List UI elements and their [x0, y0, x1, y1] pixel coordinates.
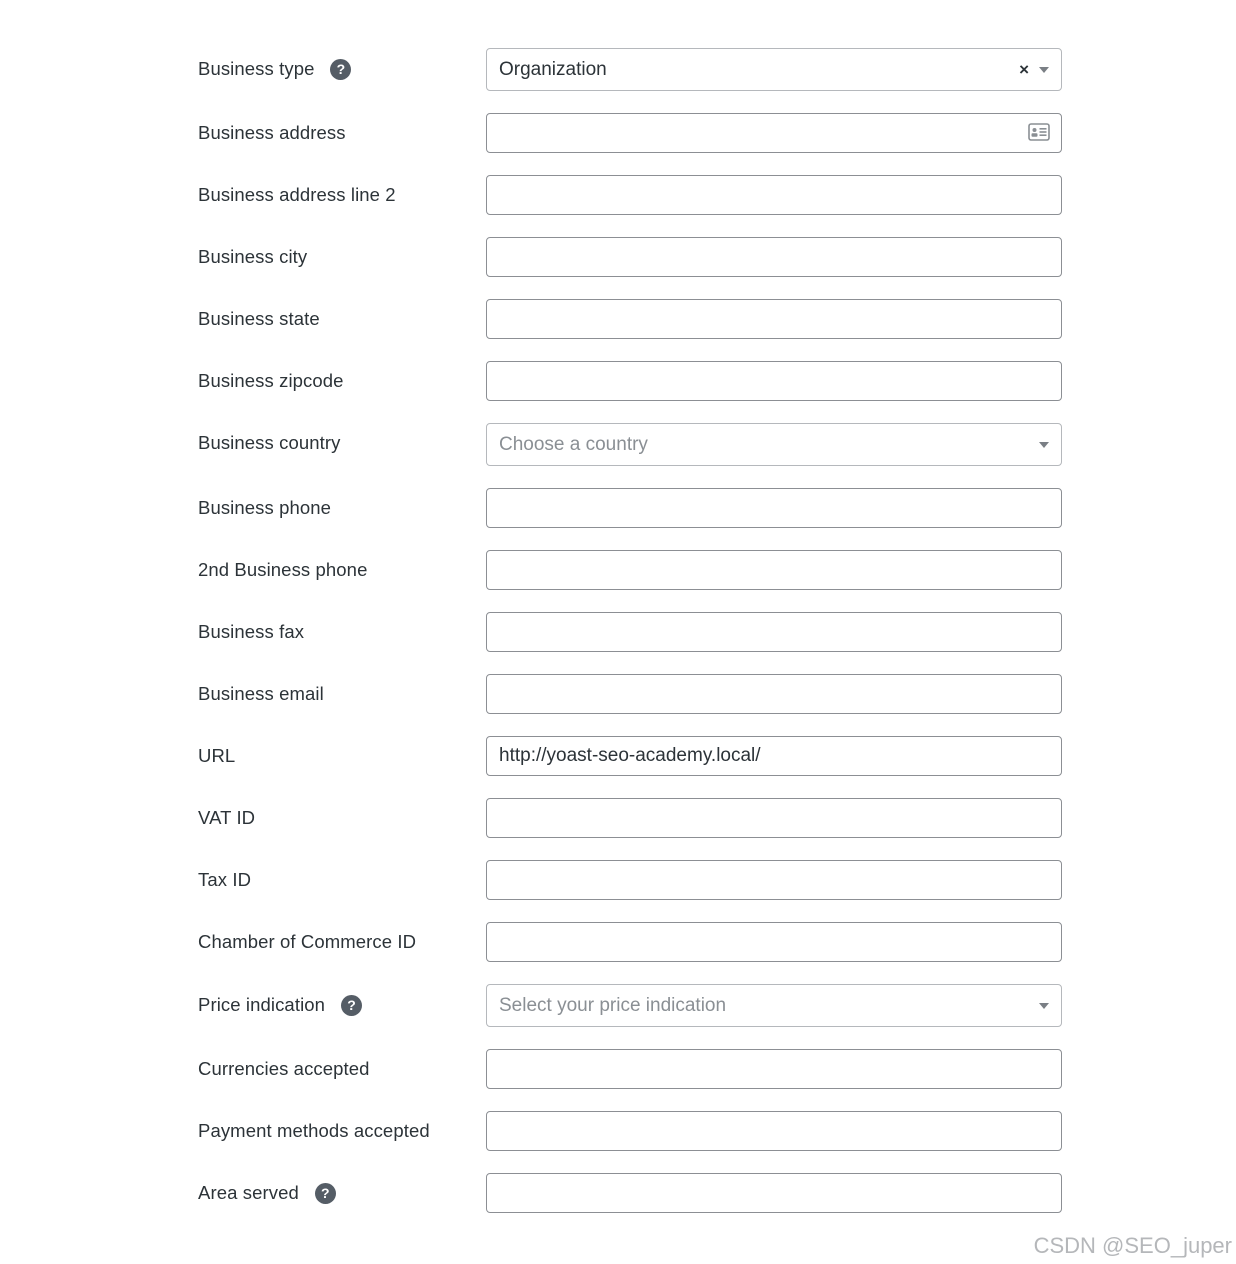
business-fax-input[interactable] [499, 621, 1049, 643]
watermark: CSDN @SEO_juper [1033, 1233, 1232, 1258]
business-phone-field[interactable] [486, 488, 1062, 528]
question-circle-icon[interactable]: ? [330, 59, 351, 80]
area-served-input[interactable] [499, 1182, 1049, 1204]
business-type-value: Organization [499, 58, 607, 80]
business-type-select[interactable] [486, 48, 1062, 91]
business-state-input[interactable] [499, 308, 1049, 330]
address-card-icon [1028, 123, 1050, 141]
price-indication-select[interactable] [486, 984, 1062, 1027]
currencies-accepted-input[interactable] [499, 1058, 1049, 1080]
payment-methods-accepted-input[interactable] [499, 1120, 1049, 1142]
business-country-select[interactable] [486, 423, 1062, 466]
business-address-line-2-input[interactable] [499, 184, 1049, 206]
url-input[interactable] [499, 745, 1049, 767]
business-zipcode-label: Business zipcode [198, 370, 344, 391]
question-circle-icon[interactable]: ? [315, 1183, 336, 1204]
currencies-accepted-label: Currencies accepted [198, 1058, 370, 1079]
second-business-phone-input[interactable] [499, 559, 1049, 581]
tax-id-input[interactable] [499, 869, 1049, 891]
business-type-label: Business type ? [198, 58, 351, 80]
business-country-placeholder: Choose a country [499, 433, 648, 455]
business-state-field[interactable] [486, 299, 1062, 339]
question-circle-icon[interactable]: ? [341, 995, 362, 1016]
business-fax-field[interactable] [486, 612, 1062, 652]
chamber-of-commerce-id-field[interactable] [486, 922, 1062, 962]
payment-methods-accepted-label: Payment methods accepted [198, 1120, 430, 1141]
vat-id-input[interactable] [499, 807, 1049, 829]
chevron-down-icon[interactable] [1039, 442, 1049, 448]
business-email-label: Business email [198, 683, 324, 704]
currencies-accepted-field[interactable] [486, 1049, 1062, 1089]
business-address-line-2-label: Business address line 2 [198, 184, 396, 205]
chamber-of-commerce-id-label: Chamber of Commerce ID [198, 931, 417, 952]
business-address-line-2-field[interactable] [486, 175, 1062, 215]
url-field[interactable] [486, 736, 1062, 776]
area-served-field[interactable] [486, 1173, 1062, 1213]
business-phone-label: Business phone [198, 497, 332, 518]
business-email-input[interactable] [499, 683, 1049, 705]
business-zipcode-field[interactable] [486, 361, 1062, 401]
area-served-label: Area served ? [198, 1182, 336, 1204]
second-business-phone-field[interactable] [486, 550, 1062, 590]
business-fax-label: Business fax [198, 621, 305, 642]
chevron-down-icon[interactable] [1039, 67, 1049, 73]
business-address-input[interactable] [499, 122, 1049, 144]
vat-id-field[interactable] [486, 798, 1062, 838]
clear-icon[interactable]: × [1019, 60, 1029, 79]
business-country-label: Business country [198, 432, 341, 453]
business-address-field[interactable] [486, 113, 1062, 153]
business-address-label: Business address [198, 122, 346, 143]
price-indication-label: Price indication ? [198, 994, 362, 1016]
business-city-field[interactable] [486, 237, 1062, 277]
business-email-field[interactable] [486, 674, 1062, 714]
price-indication-placeholder: Select your price indication [499, 994, 727, 1016]
business-phone-input[interactable] [499, 497, 1049, 519]
business-state-label: Business state [198, 308, 320, 329]
vat-id-label: VAT ID [198, 807, 256, 828]
business-city-input[interactable] [499, 246, 1049, 268]
chevron-down-icon[interactable] [1039, 1003, 1049, 1009]
tax-id-field[interactable] [486, 860, 1062, 900]
business-city-label: Business city [198, 246, 308, 267]
url-label: URL [198, 745, 236, 766]
chamber-of-commerce-id-input[interactable] [499, 931, 1049, 953]
payment-methods-accepted-field[interactable] [486, 1111, 1062, 1151]
business-zipcode-input[interactable] [499, 370, 1049, 392]
second-business-phone-label: 2nd Business phone [198, 559, 368, 580]
tax-id-label: Tax ID [198, 869, 252, 890]
